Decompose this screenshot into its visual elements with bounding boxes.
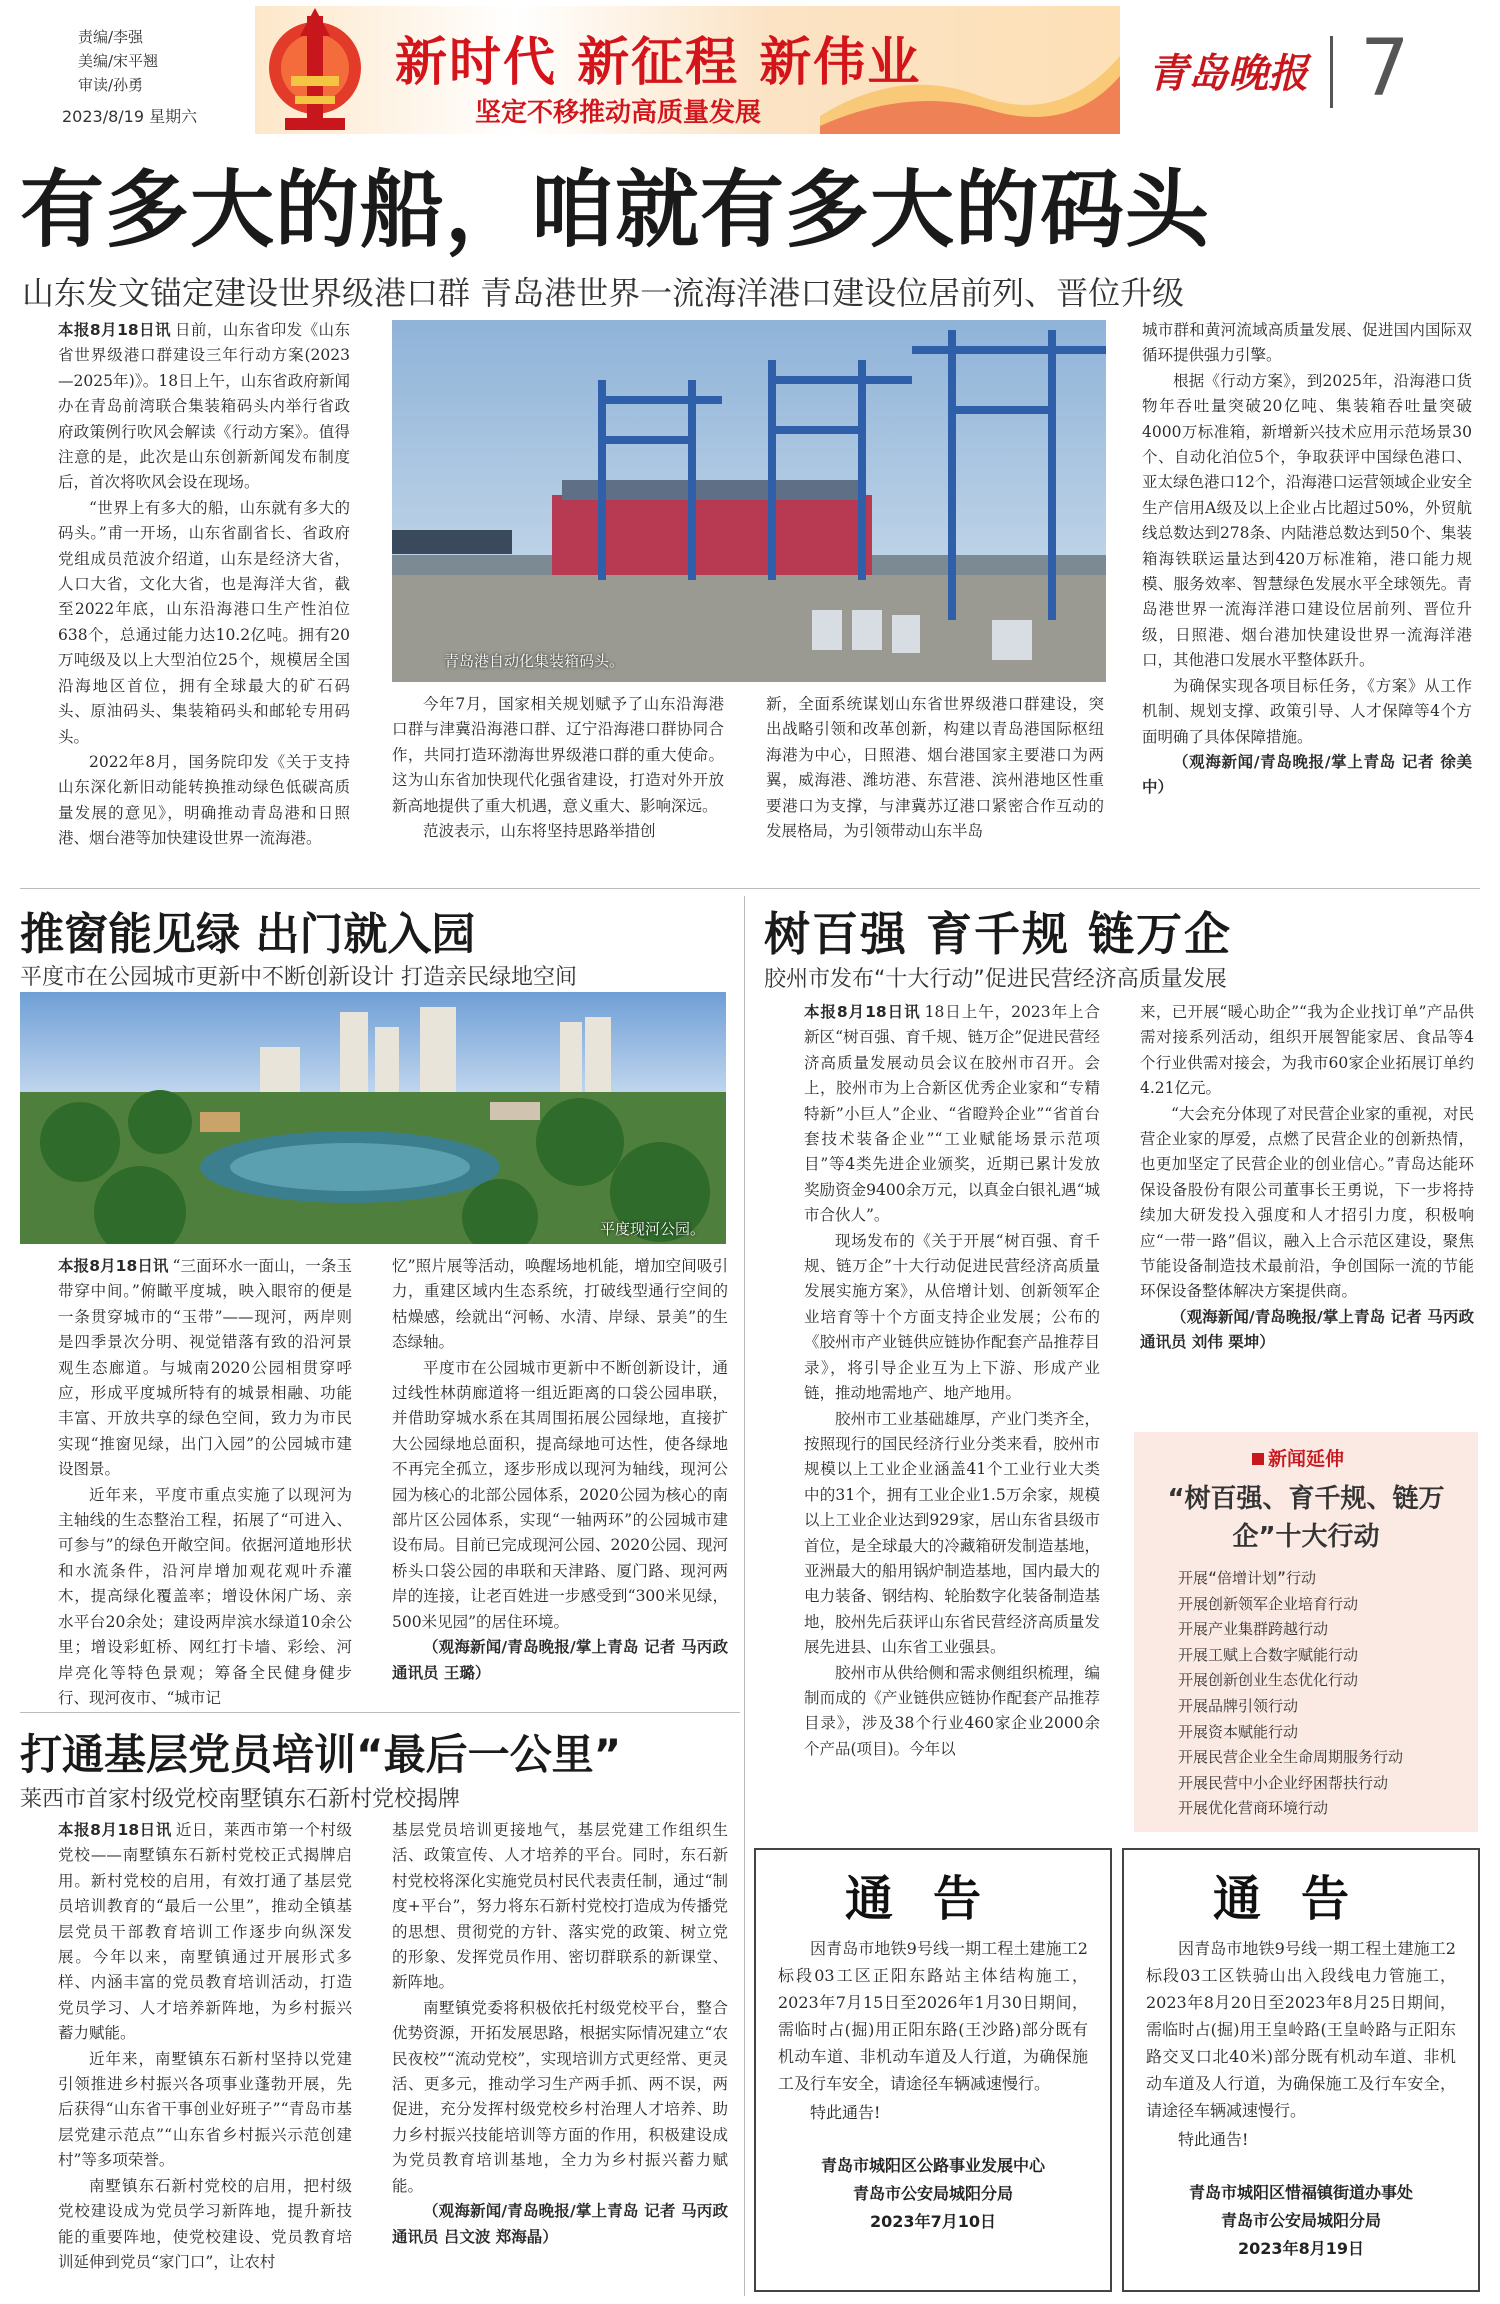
article1-paragraph: 2022年8月，国务院印发《关于支持山东深化新旧动能转换推动绿色低碳高质量发展的意见》，明确推动青岛港和日照港、烟台港等加快建设世界一流海港。 [58, 752, 350, 848]
list-item: 开展资本赋能行动 [1178, 1722, 1299, 1741]
list-item: 开展民营中小企业纾困帮扶行动 [1178, 1773, 1389, 1792]
article4-column-2 [1140, 1000, 1474, 1408]
article3-paragraph: 基层党员培训更接地气，基层党建工作组织生活、政策宣传、人才培养的平台。同时，东石新村党校将深化实施党员村民代表责任制，通过“制度+平台”，努力将东石新村党校打造成为传播党的思想、贯彻党的方针、落实党的政策、树立党的形象、发挥党员作用、密切群联系的新课堂、新阵地。 [392, 1821, 728, 1992]
article1-column-1 [58, 318, 350, 878]
list-item: 开展优化营商环境行动 [1178, 1799, 1329, 1818]
article3-column-2 [392, 1818, 728, 2296]
article1-paragraph: 为确保实现各项目标任务，《方案》从工作机制、规划支撑、政策引导、人才保障等4个方面明确了具体保障措施。 [1142, 676, 1472, 746]
article1-lead-tag: 本报8月18日讯 [58, 321, 171, 339]
article4-subtitle: 胶州市发布“十大行动”促进民营经济高质量发展 [764, 967, 1227, 992]
article1-paragraph: 今年7月，国家相关规划赋予了山东沿海港口群与津冀沿海港口群、辽宁沿海港口群协同合作，共同打造环渤海世界级港口群的重大使命。这为山东省加快现代化强省建设，打造对外开放新高地提供了重大机遇，意义重大、影响深远。 [392, 695, 724, 815]
issue-date: 2023/8/19 星期六 [62, 107, 198, 126]
banner-subtitle: 坚定不移推动高质量发展 [475, 98, 762, 128]
article3-signature: （观海新闻/青岛晚报/掌上青岛 记者 马丙政 通讯员 吕文波 郑海晶） [392, 2202, 728, 2246]
article2-lead-tag: 本报8月18日讯 [58, 1257, 169, 1275]
sidebar-list [1178, 1566, 1468, 1822]
news-extension-box [1134, 1432, 1478, 1832]
article1-paragraph: 日前，山东省印发《山东省世界级港口群建设三年行动方案(2023—2025年)》。18日上午，山东省政府新闻办在青岛前湾联合集装箱码头内举行省政府政策例行吹风会解读《行动方案》。值得注意的是，此次是山东创新新闻发布制度后，首次将吹风会设在现场。 [58, 321, 350, 492]
article4-paragraph: 来，已开展“暖心助企”“我为企业找订单”产品供需对接系列活动，组织开展智能家居、食品等4个行业供需对接会，为我市60家企业拓展订单约4.21亿元。 [1140, 1003, 1474, 1098]
port-photo [392, 320, 1106, 682]
park-aerial-image [20, 992, 726, 1244]
notice-2-issuer: 青岛市城阳区惜福镇街道办事处 [1188, 2183, 1413, 2202]
article2-subtitle: 平度市在公园城市更新中不断创新设计 打造亲民绿地空间 [20, 965, 577, 990]
notice-box-1 [754, 1848, 1112, 2292]
notice-2-issuer: 青岛市公安局城阳分局 [1220, 2211, 1381, 2230]
article4-lead-tag: 本报8月18日讯 [804, 1003, 921, 1021]
article1-paragraph: 范波表示，山东将坚持思路举措创 [423, 822, 656, 841]
notice-1-issuer: 青岛市城阳区公路事业发展中心 [820, 2156, 1045, 2175]
notice-box-2 [1122, 1848, 1480, 2292]
article2-column-2 [392, 1254, 728, 1706]
notice-2-body: 因青岛市地铁9号线一期工程土建施工2标段03工区铁骑山出入段线电力管施工，2023年8月20日至2023年8月25日期间，需临时占(掘)用王皇岭路(王皇岭路与正阳东路交叉口北40米)部分既有机动车道、非机动车道及人行道，为确保施工及行车安全，请途径车辆减速慢行。 [1146, 1939, 1456, 2120]
section-divider [20, 1712, 740, 1713]
list-item: 开展品牌引领行动 [1178, 1696, 1299, 1715]
article4-paragraph: 胶州市工业基础雄厚，产业门类齐全，按照现行的国民经济行业分类来看，胶州市规模以上工业企业涵盖41个工业行业大类中的31个，拥有工业企业1.5万余家，规模以上工业企业达到929家，居山东省县级市首位，是全球最大的冷藏箱研发制造基地，亚洲最大的船用锅炉制造基地，国内最大的电力装备、钢结构、轮胎数字化装备制造基地，胶州先后获评山东省民营经济高质量发展先进县、山东省工业强县。 [804, 1409, 1100, 1657]
red-square-icon [1252, 1453, 1264, 1465]
article2-signature: （观海新闻/青岛晚报/掌上青岛 记者 马丙政 通讯员 王璐） [392, 1638, 728, 1682]
article3-title: 打通基层党员培训“最后一公里” [20, 1730, 622, 1779]
banner [255, 6, 1120, 134]
article4-column-1 [804, 1000, 1100, 1830]
article2-paragraph: “三面环水一面山，一条玉带穿中间。”俯瞰平度城，映入眼帘的便是一条贯穿城市的“玉带”——现河，两岸则是四季景次分明、视觉错落有致的沿河景观生态廊道。与城南2020公园相贯穿呼应，形成平度城所特有的城景相融、功能丰富、开放共享的绿色空间，致力为市民实现“推窗见绿，出门入园”的公园城市建设图景。 [58, 1257, 352, 1479]
notice-2-title: 通告 [1212, 1871, 1389, 1927]
article1-title: 有多大的船，咱就有多大的码头 [20, 161, 1211, 259]
sidebar-tag [1252, 1444, 1344, 1471]
notice-1-closing: 特此通告! [810, 2103, 881, 2122]
notice-2-date: 2023年8月19日 [1238, 2239, 1364, 2258]
article3-paragraph: 南墅镇东石新村党校的启用，把村级党校建设成为党员学习新阵地，提升新技能的重要阵地，使党校建设、党员教育培训延伸到党员“家门口”，让农村 [58, 2176, 352, 2271]
article1-column-2 [392, 692, 724, 878]
article2-column-1 [58, 1254, 352, 1706]
article3-paragraph: 近日，莱西市第一个村级党校——南墅镇东石新村党校正式揭牌启用。新村党校的启用，有效打通了基层党员培训教育的“最后一公里”，推动全镇基层党员干部教育培训工作逐步向纵深发展。今年以来，南墅镇通过开展形式多样、内涵丰富的党员教育培训活动，打造党员学习、人才培养新阵地，为乡村振兴蓄力赋能。 [58, 1821, 352, 2043]
article2-title: 推窗能见绿 出门就入园 [20, 909, 476, 960]
notice-1-body: 因青岛市地铁9号线一期工程土建施工2标段03工区正阳东路站主体结构施工，2023年7月15日至2026年1月30日期间，需临时占(掘)用正阳东路(王沙路)部分既有机动车道、非机动车道及人行道，为确保施工及行车安全，请途径车辆减速慢行。 [778, 1939, 1088, 2093]
list-item: 开展创新创业生态优化行动 [1178, 1671, 1359, 1690]
list-item: 开展“倍增计划”行动 [1178, 1569, 1317, 1587]
editor-credit: 责编/李强 [78, 28, 144, 46]
article4-title: 树百强 育千规 链万企 [764, 907, 1233, 961]
masthead-divider [1330, 36, 1333, 108]
article3-subtitle: 莱西市首家村级党校南墅镇东石新村党校揭牌 [20, 1787, 461, 1812]
sidebar-title: “树百强、育千规、链万企”十大行动 [1167, 1484, 1445, 1552]
article4-paragraph: “大会充分体现了对民营企业家的重视，对民营企业家的厚爱，点燃了民营企业的创新热情，也更加坚定了民营企业的创业信心。”青岛达能环保设备股份有限公司董事长王勇说，下一步将持续加大研发投入强度和人才招引力度，积极响应“一带一路”倡议，融入上合示范区建设，聚焦节能设备制造技术最前沿，争创国际一流的节能环保设备整体解决方案提供商。 [1140, 1104, 1474, 1301]
paper-logo: 青岛晚报 [1148, 50, 1308, 97]
designer-credit: 美编/宋平翘 [78, 52, 159, 70]
tower-emblem-icon [255, 6, 375, 134]
masthead [0, 0, 1500, 150]
article1-subtitle: 山东发文锚定建设世界级港口群 青岛港世界一流海洋港口建设位居前列、晋位升级 [22, 274, 1185, 312]
park-photo [20, 992, 726, 1244]
port-crane-image [392, 320, 1106, 682]
article4-signature: （观海新闻/青岛晚报/掌上青岛 记者 马丙政 通讯员 刘伟 栗坤） [1140, 1307, 1474, 1352]
wave-decoration-icon [820, 6, 1120, 134]
article3-lead-tag: 本报8月18日讯 [58, 1821, 172, 1839]
list-item: 开展工赋上合数字赋能行动 [1178, 1645, 1359, 1664]
article1-column-3 [766, 692, 1104, 878]
article2-paragraph: 近年来，平度市重点实施了以现河为主轴线的生态整治工程，拓展了“可进入、可参与”的绿色开敞空间。依据河道地形状和水流条件，沿河岸增加观花观叶乔灌木，提高绿化覆盖率；增设休闲广场、亲水平台20余处；建设两岸滨水绿道10余公里；增设彩虹桥、网红打卡墙、彩绘、河岸亮化等特色景观；筹备全民健身健步行、现河夜市、“城市记 [58, 1485, 352, 1706]
park-photo-caption: 平度现河公园。 [600, 1220, 706, 1238]
section-divider [20, 888, 1480, 889]
article1-paragraph: 根据《行动方案》，到2025年，沿海港口货物年吞吐量突破20亿吨、集装箱吞吐量突破4000万标准箱，新增新兴技术应用示范场景30个、自动化泊位5个，争取获评中国绿色港口、亚太绿色港口12个，沿海港口运营领域企业安全生产信用A级及以上企业占比超过50%，外贸航线总数达到278条、内陆港总数达到50个、集装箱海铁联运量达到420万标准箱，港口能力规模、服务效率、智慧绿色发展水平全球领先。青岛港世界一流海洋港口建设位居前列、晋位升级，日照港、烟台港加快建设世界一流海洋港口，其他港口发展水平整体跃升。 [1142, 371, 1472, 670]
article2-paragraph: 平度市在公园城市更新中不断创新设计，通过线性林荫廊道将一组近距离的口袋公园串联，并借助穿城水系在其周围拓展公园绿地，直接扩大公园绿地总面积，提高绿地可达性，使各绿地不再完全孤立，逐步形成以现河为轴线，现河公园为核心的北部公园体系，2020公园为核心的南部片区公园体系，实现“一轴两环”的公园城市建设布局。目前已完成现河公园、2020公园、现河桥头口袋公园的串联和天津路、厦门路、现河两岸的连接，让老百姓进一步感受到“300米见绿，500米见园”的居住环境。 [392, 1358, 728, 1631]
port-photo-caption: 青岛港自动化集装箱码头。 [444, 652, 625, 670]
notice-1-date: 2023年7月10日 [870, 2212, 996, 2231]
notice-1-issuer: 青岛市公安局城阳分局 [852, 2184, 1013, 2203]
notice-2-closing: 特此通告! [1178, 2130, 1249, 2149]
article4-paragraph: 18日上午，2023年上合新区“树百强、育千规、链万企”促进民营经济高质量发展动员会议在胶州市召开。会上，胶州市为上合新区优秀企业家和“专精特新”小巨人”企业、“省瞪羚企业”“省首台套技术装备企业”“工业赋能场景示范项目”等4类先进企业颁奖，近期已累计发放奖励资金9400余万元，以真金白银礼遇“城市合伙人”。 [804, 1003, 1100, 1225]
article1-paragraph: “世界上有多大的船，山东就有多大的码头。”甫一开场，山东省副省长、省政府党组成员范波介绍道，山东是经济大省，人口大省，文化大省，也是海洋大省，截至2022年底，山东沿海港口生产性泊位638个，总通过能力达10.2亿吨。拥有20万吨级及以上大型泊位25个，规模居全国沿海地区首位，拥有全球最大的矿石码头、原油码头、集装箱码头和邮轮专用码头。 [58, 498, 350, 746]
article1-paragraph: 新，全面系统谋划山东省世界级港口群建设，突出战略引领和改革创新，构建以青岛港国际枢纽海港为中心，日照港、烟台港国家主要港口为两翼，威海港、潍坊港、东营港、滨州港地区性重要港口为支撑，与津冀苏辽港口紧密合作互动的发展格局，为引领带动山东半岛 [766, 695, 1104, 841]
list-item: 开展产业集群跨越行动 [1178, 1620, 1329, 1639]
article4-paragraph: 现场发布的《关于开展“树百强、育千规、链万企”十大行动促进民营经济高质量发展实施方案》，从倍增计划、创新领军企业培育等十个方面支持企业发展；公布的《胶州市产业链供应链协作配套产品推荐目录》，将引导企业互为上下游、形成产业链，推动地需地产、地产地用。 [804, 1231, 1100, 1403]
article1-paragraph: 城市群和黄河流域高质量发展、促进国内国际双循环提供强力引擎。 [1142, 321, 1472, 365]
column-divider [744, 896, 745, 2296]
article1-column-4 [1142, 318, 1472, 878]
article3-paragraph: 南墅镇党委将积极依托村级党校平台，整合优势资源，开拓发展思路，根据实际情况建立“农民夜校”“流动党校”，实现培训方式更经常、更灵活、更多元，推动学习生产两手抓、两不误，两促进，充分发挥村级党校乡村治理人才培养、助力乡村振兴技能培训等方面的作用，积极建设成为党员教育培训基地，全力为乡村振兴蓄力赋能。 [392, 1998, 728, 2195]
article3-paragraph: 近年来，南墅镇东石新村坚持以党建引领推进乡村振兴各项事业蓬勃开展，先后获得“山东省干事创业好班子”“青岛市基层党建示范点”“山东省乡村振兴示范创建村”等多项荣誉。 [58, 2049, 352, 2170]
list-item: 开展民营企业全生命周期服务行动 [1178, 1748, 1404, 1767]
list-item: 开展创新领军企业培育行动 [1178, 1594, 1359, 1613]
notice-1-title: 通告 [844, 1871, 1021, 1927]
article2-paragraph: 忆”照片展等活动，唤醒场地机能，增加空间吸引力，重建区域内生态系统，打破线型通行空间的枯燥感，绘就出“河畅、水清、岸绿、景美”的生态绿轴。 [392, 1257, 728, 1352]
page-number: 7 [1360, 24, 1410, 114]
banner-title: 新时代 新征程 新伟业 [395, 33, 922, 93]
article3-column-1 [58, 1818, 352, 2296]
proof-credit: 审读/孙勇 [78, 76, 144, 94]
article4-paragraph: 胶州市从供给侧和需求侧组织梳理，编制而成的《产业链供应链协作配套产品推荐目录》，涉及38个行业460家企业2000余个产品(项目)。今年以 [804, 1663, 1100, 1758]
sidebar-tag-label: 新闻延伸 [1268, 1448, 1345, 1470]
article1-signature: （观海新闻/青岛晚报/掌上青岛 记者 徐美中） [1142, 752, 1472, 797]
